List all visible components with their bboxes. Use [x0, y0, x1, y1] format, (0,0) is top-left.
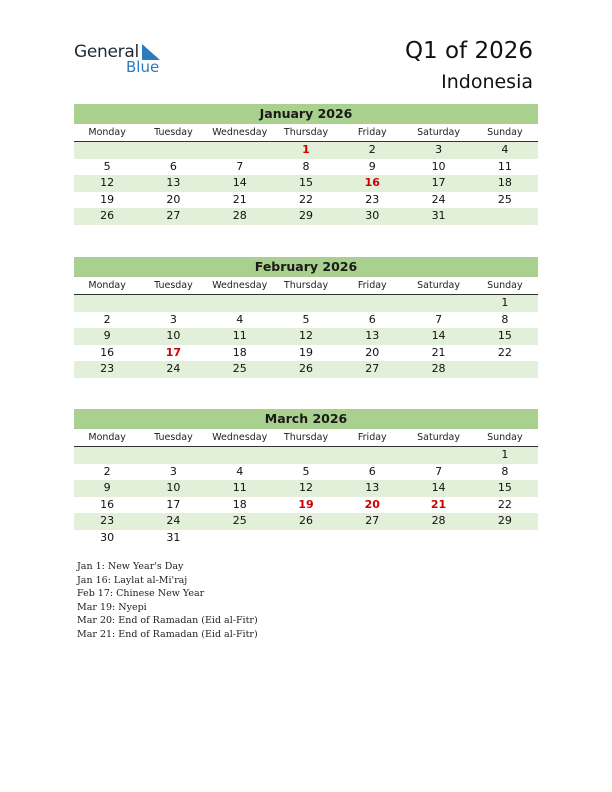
- weekday-label: Wednesday: [212, 280, 268, 291]
- day-cell: 21: [431, 345, 446, 359]
- day-cell: 21: [430, 497, 447, 511]
- day-cell: 3: [169, 312, 177, 326]
- day-cell: [405, 447, 471, 464]
- day-cell: 18: [497, 176, 512, 189]
- day-cell: 9: [103, 481, 111, 494]
- day-cell: 10: [431, 159, 446, 173]
- weeks-container: [74, 295, 538, 378]
- day-cell: 7: [435, 312, 443, 326]
- logo-text-general: General: [74, 42, 139, 62]
- day-cell: 18: [232, 345, 247, 359]
- weekday-label: Saturday: [417, 127, 460, 138]
- weekday-label: Friday: [357, 280, 387, 291]
- day-cell: 1: [302, 143, 310, 156]
- day-cell: [207, 142, 273, 159]
- holiday-note: Feb 17: Chinese New Year: [77, 588, 205, 599]
- day-cell: 7: [435, 464, 443, 478]
- day-cell: [273, 447, 339, 464]
- day-cell: [405, 530, 471, 547]
- day-cell: 31: [431, 209, 446, 222]
- day-cell: 15: [497, 481, 512, 494]
- week-row: [74, 530, 538, 547]
- day-cell: 8: [302, 159, 310, 173]
- day-cell: 2: [103, 464, 111, 478]
- day-cell: 24: [166, 514, 181, 527]
- weekday-label: Thursday: [283, 127, 329, 138]
- day-cell: [273, 530, 339, 547]
- day-cell: [140, 295, 206, 312]
- day-cell: 23: [100, 514, 115, 527]
- weekday-label: Monday: [88, 432, 126, 443]
- logo-text-blue: Blue: [126, 58, 160, 76]
- weekday-header-row: [74, 429, 538, 447]
- day-cell: 5: [103, 159, 111, 173]
- day-cell: 14: [431, 481, 446, 494]
- day-cell: 1: [501, 296, 509, 309]
- day-cell: 30: [365, 209, 380, 222]
- weekday-label: Wednesday: [212, 432, 268, 443]
- day-cell: [140, 447, 206, 464]
- week-row: [74, 312, 538, 329]
- day-cell: 7: [236, 159, 244, 173]
- day-cell: 8: [501, 464, 509, 478]
- day-cell: 27: [166, 209, 181, 222]
- week-row: [74, 295, 538, 312]
- day-cell: 3: [435, 143, 443, 156]
- weeks-container: [74, 142, 538, 225]
- day-cell: 24: [431, 192, 446, 206]
- month-title: February 2026: [74, 257, 538, 277]
- day-cell: [140, 142, 206, 159]
- day-cell: 4: [501, 143, 509, 156]
- weekday-label: Friday: [357, 432, 387, 443]
- day-cell: 27: [365, 514, 380, 527]
- day-cell: 26: [100, 209, 115, 222]
- day-cell: 22: [298, 192, 313, 206]
- day-cell: 25: [497, 192, 512, 206]
- day-cell: 2: [368, 143, 376, 156]
- day-cell: [74, 447, 140, 464]
- day-cell: 13: [365, 481, 380, 494]
- week-row: [74, 497, 538, 514]
- weekday-label: Tuesday: [154, 432, 193, 443]
- day-cell: [339, 530, 405, 547]
- day-cell: 12: [298, 481, 313, 494]
- week-row: [74, 328, 538, 345]
- day-cell: 17: [165, 345, 182, 359]
- weekday-label: Monday: [88, 280, 126, 291]
- day-cell: 17: [166, 497, 181, 511]
- day-cell: 26: [298, 362, 313, 375]
- month-title: January 2026: [74, 104, 538, 124]
- holiday-note: Mar 19: Nyepi: [77, 601, 147, 613]
- weeks-container: [74, 447, 538, 546]
- weekday-label: Tuesday: [154, 127, 193, 138]
- weekday-label: Wednesday: [212, 127, 268, 138]
- day-cell: 26: [298, 514, 313, 527]
- weekday-label: Tuesday: [154, 280, 193, 291]
- day-cell: 11: [497, 159, 512, 173]
- day-cell: 23: [365, 192, 380, 206]
- day-cell: 17: [431, 176, 446, 189]
- day-cell: 13: [365, 329, 380, 342]
- weekday-label: Sunday: [487, 432, 523, 443]
- day-cell: [472, 208, 538, 225]
- day-cell: 28: [431, 514, 446, 527]
- month-calendar-february: [74, 257, 538, 378]
- brand-logo: [74, 42, 174, 78]
- day-cell: 16: [364, 176, 380, 189]
- weekday-label: Thursday: [283, 280, 329, 291]
- day-cell: [339, 447, 405, 464]
- day-cell: 2: [103, 312, 111, 326]
- day-cell: 15: [497, 329, 512, 342]
- day-cell: 22: [497, 345, 512, 359]
- month-calendar-march: [74, 409, 538, 546]
- day-cell: [207, 295, 273, 312]
- day-cell: 28: [431, 362, 446, 375]
- day-cell: [74, 295, 140, 312]
- day-cell: [472, 361, 538, 378]
- day-cell: [273, 295, 339, 312]
- weekday-label: Monday: [88, 127, 126, 138]
- week-row: [74, 142, 538, 159]
- day-cell: 11: [232, 481, 247, 494]
- day-cell: 8: [501, 312, 509, 326]
- page-title: Q1 of 2026: [404, 38, 533, 64]
- week-row: [74, 464, 538, 481]
- month-calendar-january: [74, 104, 538, 225]
- day-cell: 24: [166, 362, 181, 375]
- day-cell: 18: [232, 497, 247, 511]
- week-row: [74, 447, 538, 464]
- holiday-notes: [77, 560, 258, 641]
- week-row: [74, 159, 538, 176]
- week-row: [74, 208, 538, 225]
- day-cell: [207, 530, 273, 547]
- holiday-note: Jan 16: Laylat al-Mi'raj: [77, 574, 188, 586]
- weekday-label: Thursday: [283, 432, 329, 443]
- day-cell: 5: [302, 312, 310, 326]
- day-cell: 6: [169, 159, 177, 173]
- day-cell: 19: [100, 192, 115, 206]
- weekday-label: Friday: [357, 127, 387, 138]
- day-cell: 4: [236, 464, 244, 478]
- day-cell: 25: [232, 514, 247, 527]
- holiday-note: Jan 1: New Year's Day: [77, 561, 184, 572]
- day-cell: 22: [497, 497, 512, 511]
- day-cell: 19: [298, 345, 313, 359]
- day-cell: 3: [169, 464, 177, 478]
- day-cell: 31: [166, 530, 181, 544]
- day-cell: [405, 295, 471, 312]
- day-cell: 20: [365, 345, 380, 359]
- day-cell: 5: [302, 464, 310, 478]
- holiday-note: Mar 21: End of Ramadan (Eid al-Fitr): [77, 628, 258, 640]
- week-row: [74, 175, 538, 192]
- day-cell: 16: [100, 345, 115, 359]
- day-cell: 29: [497, 514, 512, 527]
- weekday-header-row: [74, 277, 538, 295]
- week-row: [74, 192, 538, 209]
- day-cell: 15: [298, 176, 313, 189]
- day-cell: 11: [232, 329, 247, 342]
- day-cell: 29: [298, 209, 313, 222]
- day-cell: 13: [166, 176, 181, 189]
- day-cell: 9: [368, 159, 376, 173]
- day-cell: 16: [100, 497, 115, 511]
- day-cell: [339, 295, 405, 312]
- weekday-label: Sunday: [487, 127, 523, 138]
- week-row: [74, 345, 538, 362]
- day-cell: 10: [166, 481, 181, 494]
- day-cell: 28: [232, 209, 247, 222]
- day-cell: 20: [166, 192, 181, 206]
- week-row: [74, 513, 538, 530]
- day-cell: 6: [368, 464, 376, 478]
- weekday-label: Saturday: [417, 432, 460, 443]
- holiday-note: Mar 20: End of Ramadan (Eid al-Fitr): [77, 615, 258, 626]
- week-row: [74, 480, 538, 497]
- day-cell: 21: [232, 192, 247, 206]
- day-cell: [207, 447, 273, 464]
- weekday-label: Saturday: [417, 280, 460, 291]
- day-cell: 27: [365, 362, 380, 375]
- day-cell: 30: [100, 530, 115, 544]
- month-title: March 2026: [74, 409, 538, 429]
- day-cell: 19: [298, 497, 314, 511]
- day-cell: 1: [501, 448, 509, 461]
- week-row: [74, 361, 538, 378]
- day-cell: 12: [100, 176, 115, 189]
- weekday-label: Sunday: [487, 280, 523, 291]
- day-cell: 6: [368, 312, 376, 326]
- day-cell: 14: [232, 176, 247, 189]
- day-cell: 14: [431, 329, 446, 342]
- day-cell: [472, 530, 538, 547]
- day-cell: 20: [364, 497, 380, 511]
- weekday-header-row: [74, 124, 538, 142]
- day-cell: 4: [236, 312, 244, 326]
- day-cell: 9: [103, 329, 111, 342]
- day-cell: [74, 142, 140, 159]
- day-cell: 25: [232, 362, 247, 375]
- day-cell: 12: [298, 329, 313, 342]
- day-cell: 23: [100, 362, 115, 375]
- day-cell: 10: [166, 329, 181, 342]
- country-name: Indonesia: [441, 71, 533, 93]
